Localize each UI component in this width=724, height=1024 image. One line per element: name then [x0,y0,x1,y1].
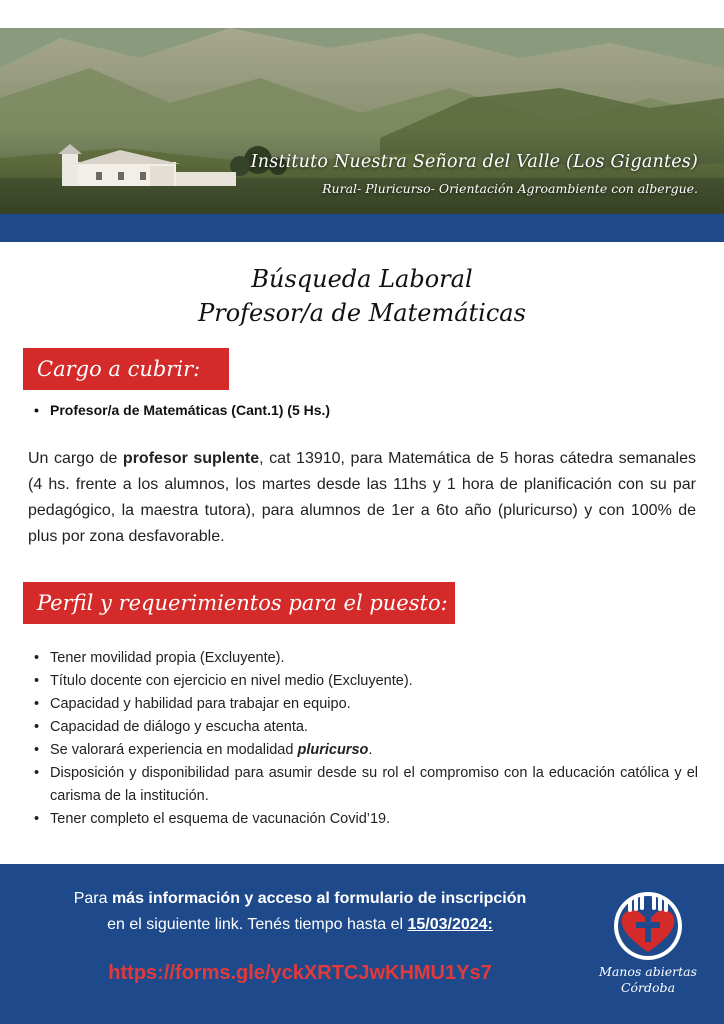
cargo-bullet-text: Profesor/a de Matemáticas (Cant.1) (5 Hs.) [50,402,331,418]
title-line-1: Búsqueda Laboral [251,265,473,293]
title-line-2: Profesor/a de Matemáticas [198,299,526,327]
requirements-list [34,647,698,831]
description-text-start: Un cargo de [28,450,123,467]
description-text-end: , cat 13910, para Matemática de 5 horas cátedra semanales (4 hs. frente a los alumnos, los martes desde las 11hs y 1 hora de planificación con su par pedagógico, la maestra tutora), para alumnos de 1er a 6to año (pluricurso) y con 100% de plus por zona desfavorable. [28,450,697,545]
list-item: • Disposición y disponibilidad para asumir desde su rol el compromiso con la educación católica y el carisma de la institución. [34,765,698,804]
footer-line-1: Para más información y acceso al formulario de inscripción [73,890,527,907]
list-item: • Se valorará experiencia en modalidad pluricurso. [34,742,373,758]
cargo-bullet [34,402,330,418]
deadline-date: 15/03/2024: [407,916,493,933]
description-bold: profesor suplente [122,450,260,467]
footer-info [20,886,580,938]
list-item: • Título docente con ejercicio en nivel medio (Excluyente). [34,673,413,689]
form-link[interactable]: https://forms.gle/yckXRTCJwKHMU1Ys7 [108,962,492,984]
logo-name: Manos abiertas [599,964,697,979]
institution-name: Instituto Nuestra Señora del Valle (Los Gigantes) [250,152,698,172]
emphasis-pluricurso: pluricurso [297,742,369,758]
logo-city: Córdoba [620,980,676,995]
perfil-heading: Perfil y requerimientos para el puesto: [23,582,455,624]
header-photo [0,28,724,214]
bullet-dot: • [34,402,39,418]
list-item: • Tener completo el esquema de vacunación Covid’19. [34,811,391,827]
list-item: • Capacidad de diálogo y escucha atenta. [34,719,308,735]
cargo-heading: Cargo a cubrir: [23,348,229,390]
header-band [0,214,724,242]
footer [0,864,724,1024]
list-item: • Capacidad y habilidad para trabajar en equipo. [34,696,351,712]
list-item: • Tener movilidad propia (Excluyente). [34,650,285,666]
footer-line-2: en el siguiente link. Tenés tiempo hasta el 15/03/2024: [107,916,493,933]
institution-subtitle: Rural- Pluricurso- Orientación Agroambiente con albergue. [322,181,698,196]
page-title [0,262,724,330]
cargo-description [28,446,696,550]
